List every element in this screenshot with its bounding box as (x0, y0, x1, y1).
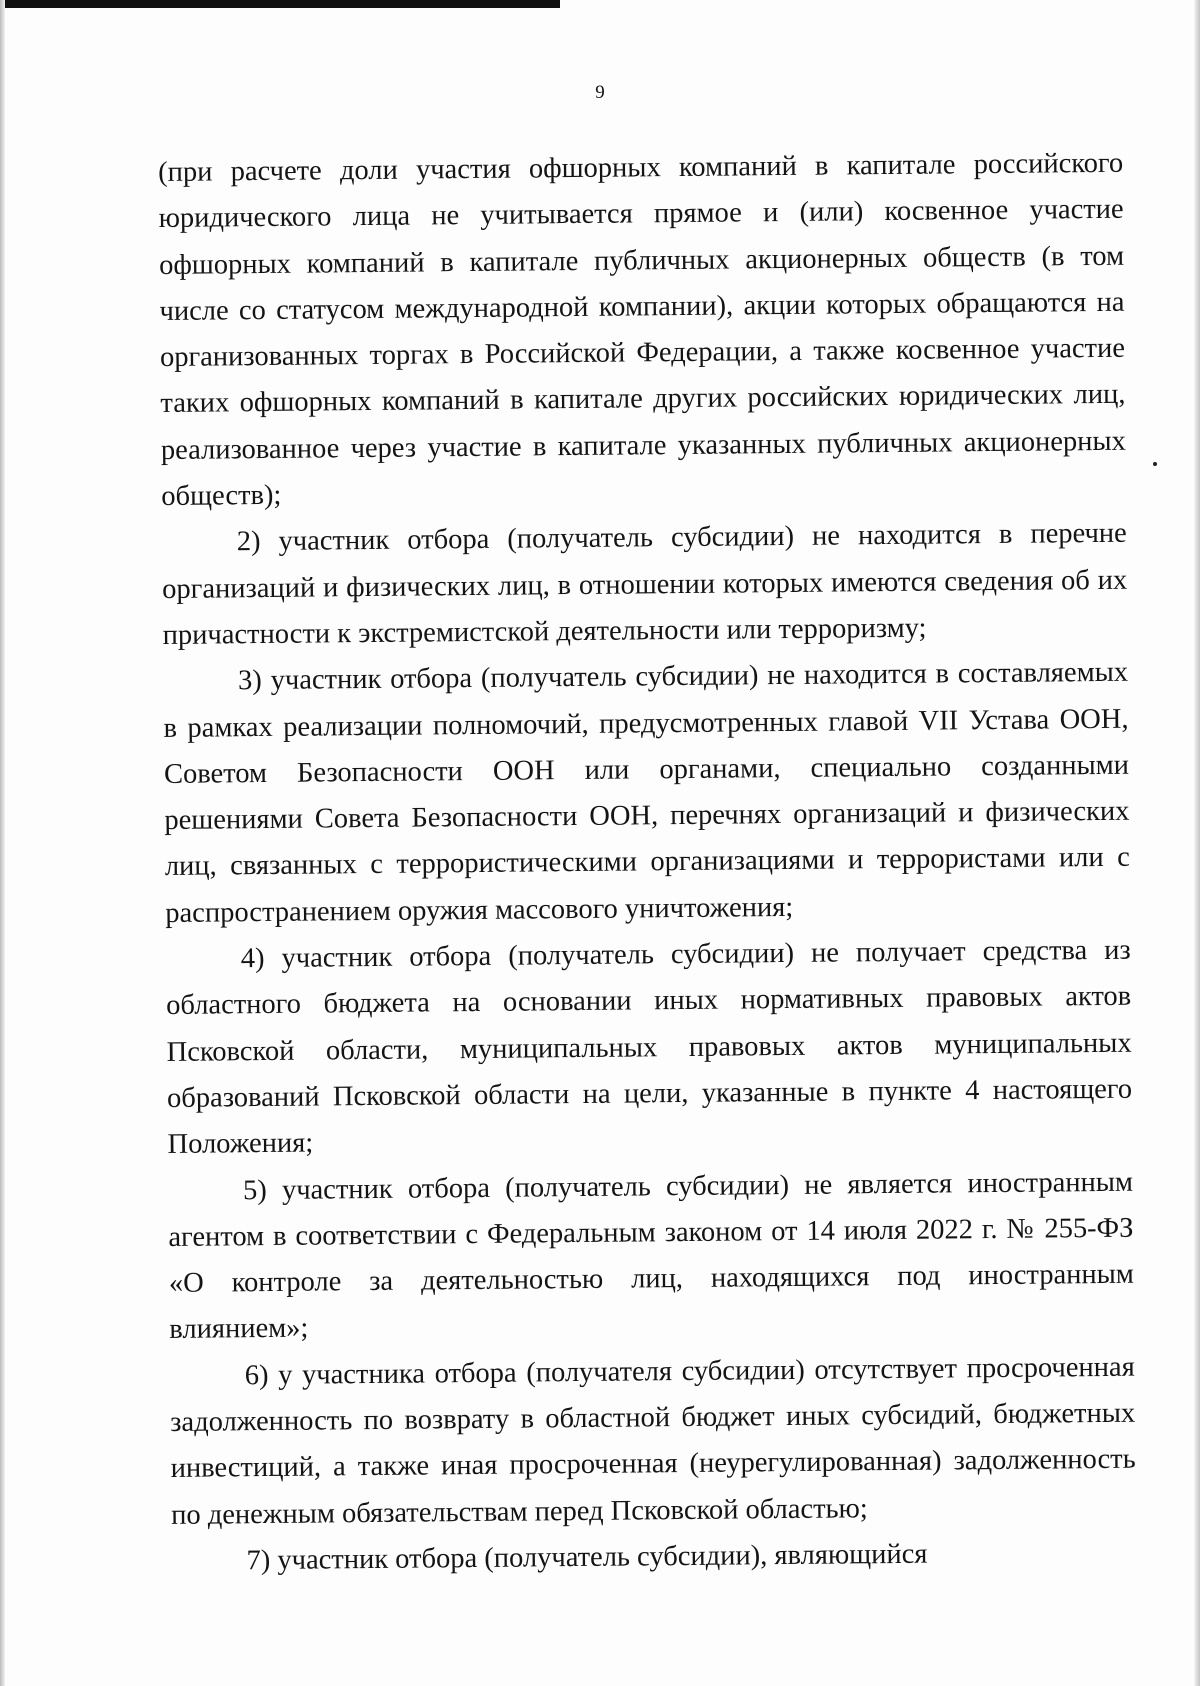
paragraph-item-5: 5) участник отбора (получатель субсидии) не является иностранным агентом в соответствии с Федеральным законом от 14 июля 2022 г. № 255-ФЗ «О контроле за деятельностью лиц, находящихся под иностранным влиянием»; (168, 1166, 1134, 1346)
paragraph-item-7: 7) участник отбора (получатель субсидии), являющийся (246, 1538, 928, 1577)
paragraph-item-2: 2) участник отбора (получатель субсидии) не находится в перечне организаций и физических лиц, в отношении которых имеются сведения об их причастности к экстремистской деятельности или терроризму; (162, 518, 1128, 651)
document-body (158, 141, 1137, 1585)
paragraph-item-4: 4) участник отбора (получатель субсидии) не получает средства из областного бюджета на основании иных нормативных правовых актов Псковской области, муниципальных правовых актов муниципальных образований Псковской области на цели, указанные в пункте 4 настоящего Положения; (166, 934, 1133, 1161)
scan-border-left (0, 0, 5, 1686)
page-number: 9 (595, 82, 605, 103)
scan-speck (1153, 462, 1157, 466)
paragraph-item-6: 6) у участника отбора (получателя субсидии) отсутствует просроченная задолженность по возврату в областной бюджет иных субсидий, бюджетных инвестиций, а также иная просроченная (неурегулированная) задолженность по денежным обязательствам перед Псковской областью; (170, 1351, 1136, 1531)
paragraph-item-3: 3) участник отбора (получатель субсидии) не находится в составляемых в рамках реализации полномочий, предусмотренных главой VII Устава ООН, Советом Безопасности ООН или органами, специально созданными решениями Совета Безопасности ООН, перечнях организаций и физических лиц, связанных с террористическими организациями и террористами или с распространением оружия массового уничтожения; (163, 656, 1130, 929)
scan-border-top (0, 0, 560, 8)
scan-border-right (1194, 0, 1200, 1686)
paragraph-offshore-continuation: (при расчете доли участия офшорных компаний в капитале российского юридического лица не учитывается прямое и (или) косвенное участие офшорных компаний в капитале публичных акционерных обществ (в том числе со статусом международной компании), акции которых обращаются на организованных торгах в Российской Федерации, а также косвенное участие таких офшорных компаний в капитале других российских юридических лиц, реализованное через участие в капитале указанных публичных акционерных обществ); (158, 147, 1126, 513)
